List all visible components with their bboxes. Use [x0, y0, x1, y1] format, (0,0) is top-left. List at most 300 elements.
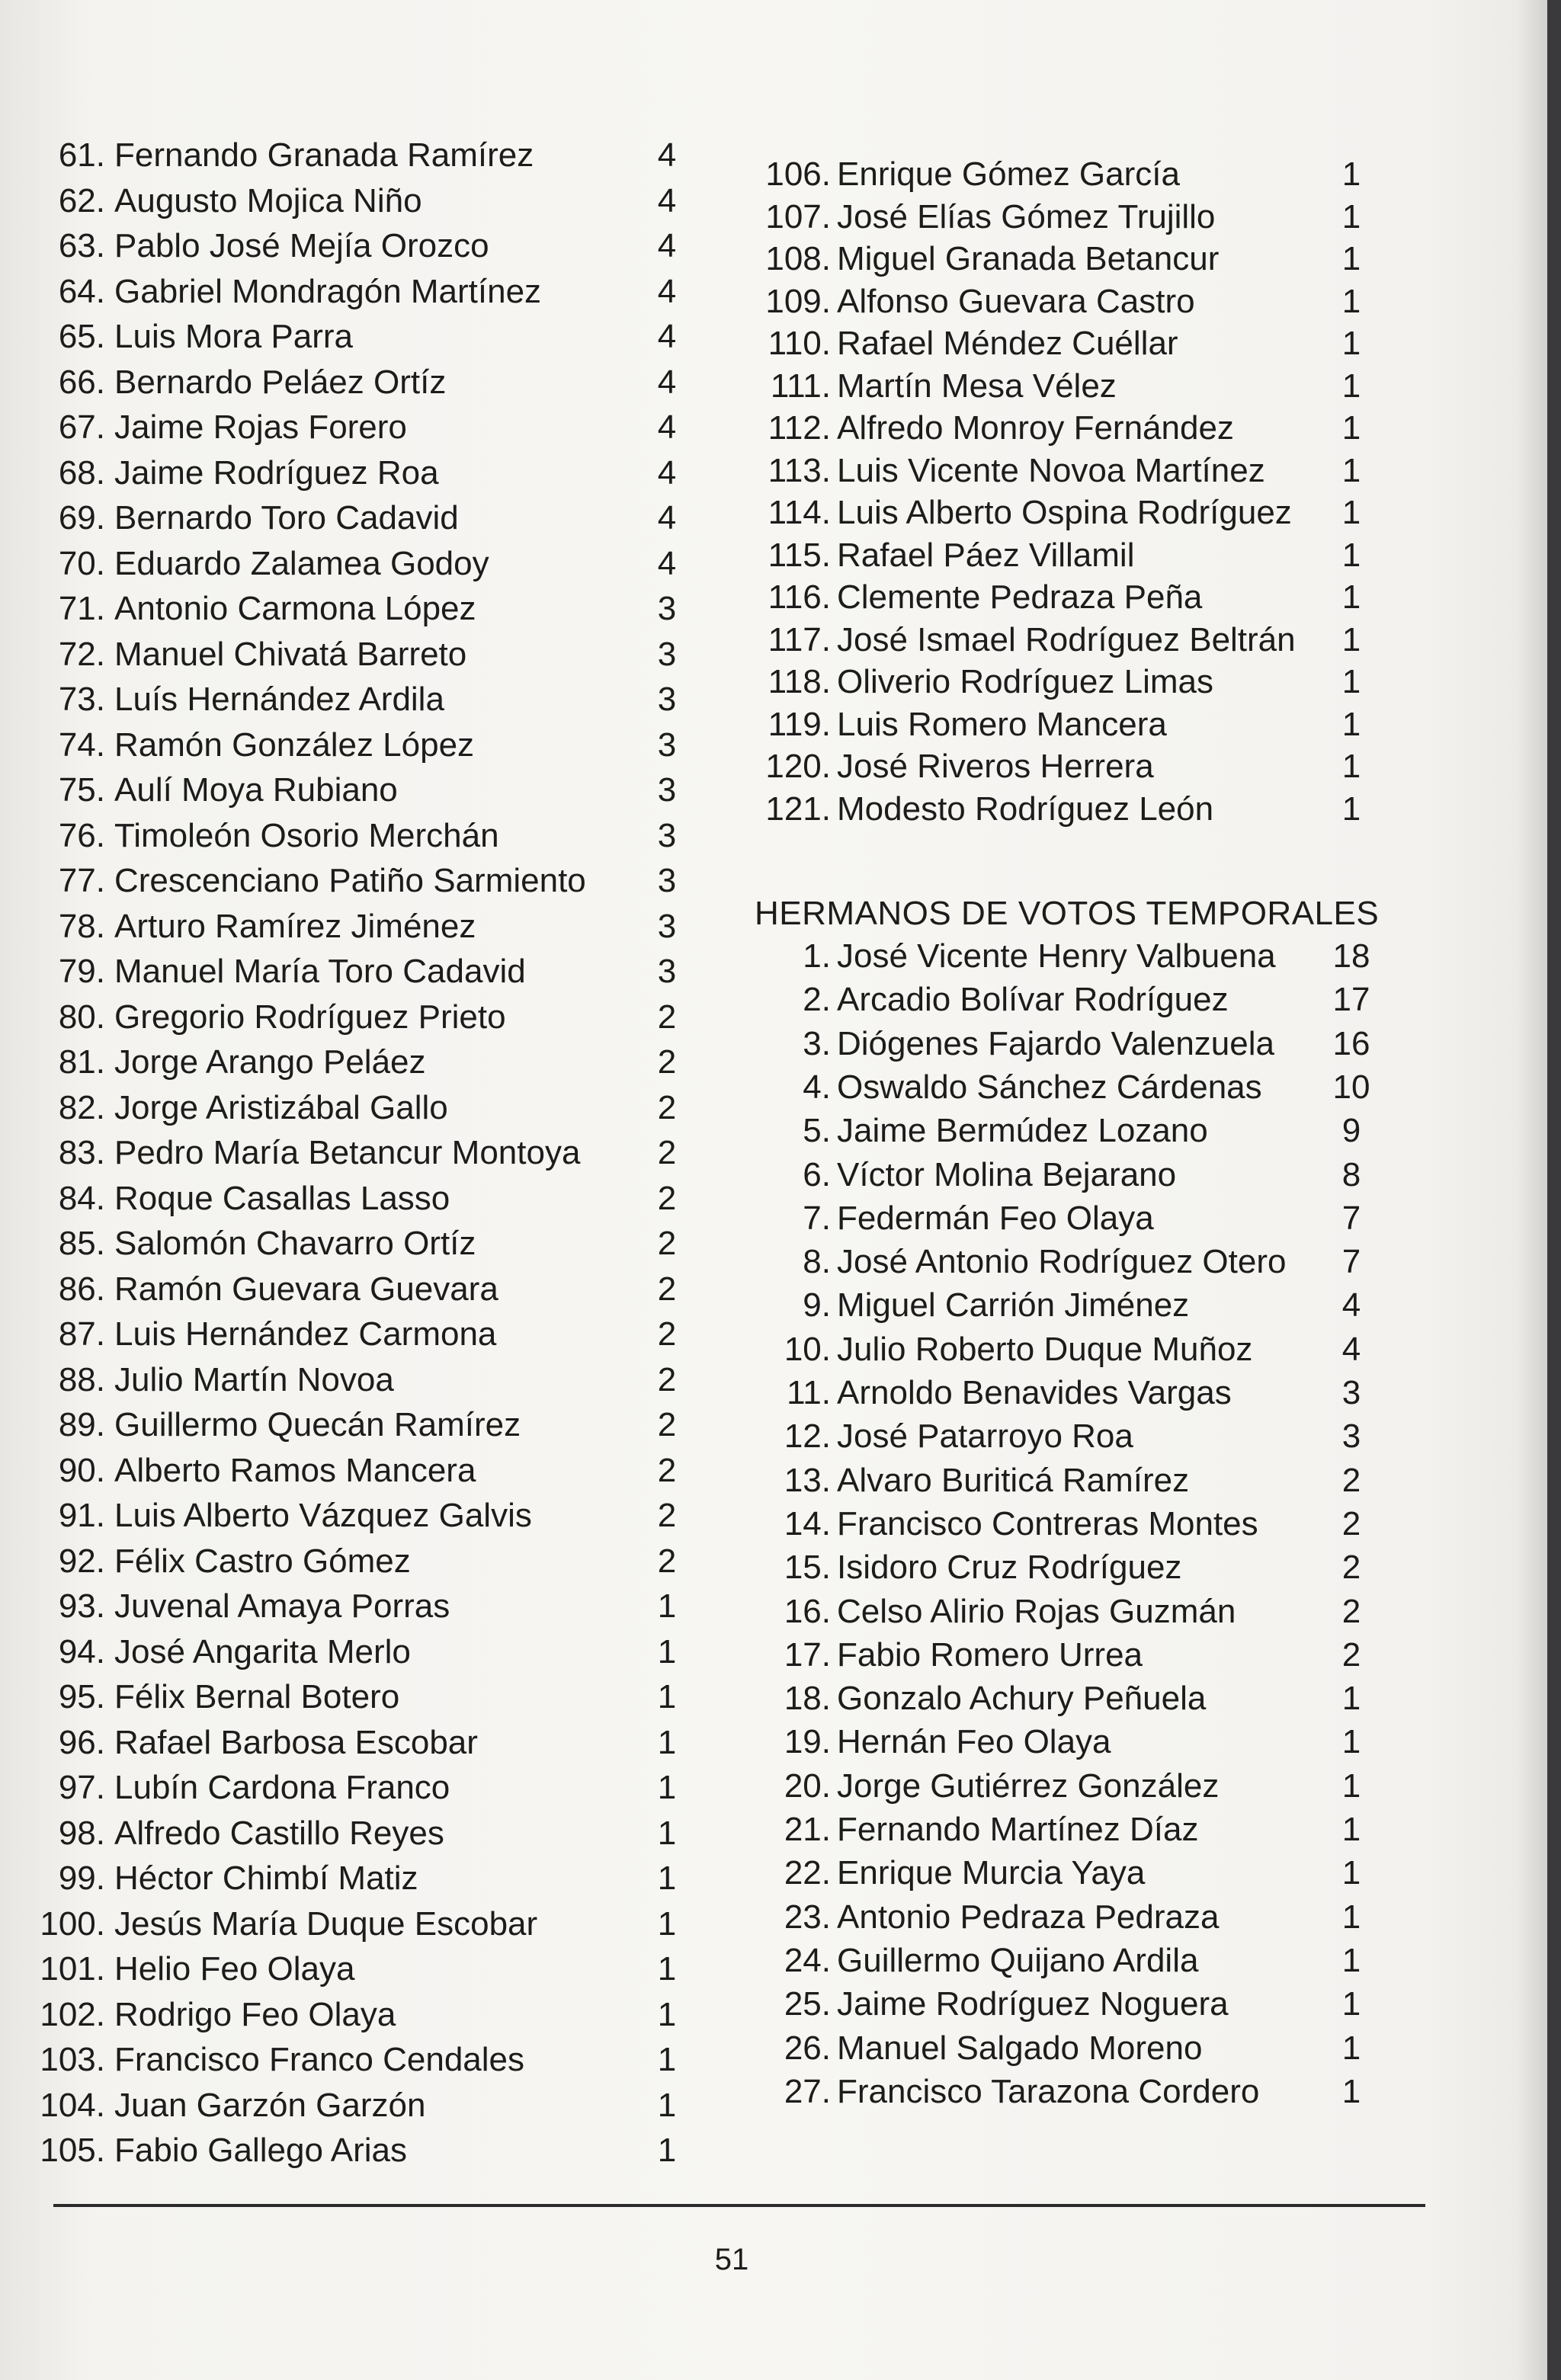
item-years: 8	[1341, 1155, 1361, 1193]
list-item	[0, 1766, 762, 1810]
item-number: 112.	[768, 409, 831, 447]
item-name: Enrique Murcia Yaya	[837, 1854, 1146, 1892]
item-number: 23.	[784, 1898, 831, 1936]
item-years: 1	[657, 1904, 677, 1943]
item-years: 2	[1341, 1592, 1361, 1630]
item-years: 1	[1341, 705, 1361, 743]
item-years: 1	[657, 1814, 677, 1852]
temporales-heading: HERMANOS DE VOTOS TEMPORALES	[755, 895, 1380, 932]
item-years: 9	[1341, 1112, 1361, 1150]
item-years: 4	[657, 544, 677, 582]
item-number: 81.	[58, 1043, 105, 1081]
item-name: Luis Hernández Carmona	[114, 1315, 497, 1353]
item-number: 105.	[40, 2132, 105, 2169]
item-name: Manuel Salgado Moreno	[837, 2029, 1203, 2067]
item-name: Roque Casallas Lasso	[114, 1179, 450, 1217]
list-item	[0, 133, 762, 178]
item-name: Pablo José Mejía Orozco	[114, 227, 489, 264]
item-years: 2	[657, 998, 677, 1036]
list-item	[755, 1764, 1441, 1808]
item-name: Francisco Franco Cendales	[114, 2041, 525, 2078]
item-name: Salomón Chavarro Ortíz	[114, 1225, 476, 1262]
list-item	[0, 496, 762, 540]
list-item	[755, 1633, 1441, 1677]
list-item	[755, 280, 1441, 324]
item-years: 1	[1341, 2029, 1361, 2067]
item-years: 2	[657, 1043, 677, 1081]
item-name: Alfonso Guevara Castro	[837, 282, 1195, 320]
item-name: Julio Roberto Duque Muñoz	[837, 1330, 1253, 1368]
item-number: 72.	[58, 635, 105, 673]
item-number: 78.	[58, 907, 105, 945]
list-item	[0, 905, 762, 949]
list-item	[755, 322, 1441, 366]
list-item	[0, 1902, 762, 1946]
item-number: 70.	[58, 544, 105, 582]
item-number: 87.	[58, 1315, 105, 1353]
item-years: 2	[657, 1088, 677, 1126]
item-number: 120.	[765, 748, 831, 785]
item-name: Jaime Bermúdez Lozano	[837, 1112, 1208, 1150]
item-number: 77.	[58, 862, 105, 899]
list-item	[755, 1283, 1441, 1328]
item-years: 1	[1341, 1723, 1361, 1761]
item-years: 2	[657, 1542, 677, 1580]
item-years: 2	[657, 1270, 677, 1308]
item-years: 1	[657, 1995, 677, 2033]
list-item	[0, 2129, 762, 2173]
item-years: 1	[657, 1950, 677, 1988]
item-number: 118.	[768, 663, 831, 700]
item-years: 2	[657, 1134, 677, 1171]
item-years: 1	[657, 1632, 677, 1670]
list-item	[0, 1584, 762, 1629]
item-number: 117.	[768, 620, 831, 658]
list-item	[755, 2026, 1441, 2071]
item-name: Oliverio Rodríguez Limas	[837, 663, 1213, 700]
item-years: 1	[1341, 663, 1361, 700]
list-item	[0, 1449, 762, 1493]
item-years: 3	[657, 771, 677, 809]
item-name: José Riveros Herrera	[837, 748, 1154, 785]
item-number: 4.	[803, 1068, 831, 1106]
list-item	[0, 1721, 762, 1765]
item-number: 66.	[58, 363, 105, 401]
item-name: Bernardo Peláez Ortíz	[114, 363, 447, 401]
list-item	[0, 677, 762, 722]
item-years: 3	[657, 590, 677, 627]
list-item	[755, 237, 1441, 281]
item-years: 2	[1341, 1635, 1361, 1674]
item-number: 63.	[58, 227, 105, 264]
item-number: 73.	[58, 681, 105, 718]
item-number: 75.	[58, 771, 105, 809]
list-item	[755, 1414, 1441, 1459]
item-name: Félix Bernal Botero	[114, 1678, 400, 1715]
item-years: 1	[1341, 1811, 1361, 1848]
item-years: 4	[1341, 1286, 1361, 1325]
list-item	[755, 1851, 1441, 1895]
list-item	[0, 633, 762, 677]
item-name: Alfredo Monroy Fernández	[837, 409, 1234, 447]
item-years: 4	[657, 227, 677, 264]
list-item	[0, 1856, 762, 1901]
list-item	[755, 1328, 1441, 1372]
item-number: 94.	[58, 1632, 105, 1670]
list-item	[755, 1065, 1441, 1110]
item-years: 1	[657, 1859, 677, 1897]
page-number: 51	[714, 2243, 749, 2276]
item-years: 1	[657, 1723, 677, 1761]
list-item	[0, 1358, 762, 1402]
item-name: José Antonio Rodríguez Otero	[837, 1243, 1287, 1281]
item-name: Francisco Contreras Montes	[837, 1504, 1258, 1542]
item-years: 3	[657, 907, 677, 945]
item-years: 3	[1341, 1374, 1361, 1411]
item-name: Juvenal Amaya Porras	[114, 1587, 450, 1625]
item-name: José Patarroyo Roa	[837, 1417, 1133, 1456]
list-item	[0, 179, 762, 223]
item-number: 74.	[58, 726, 105, 764]
item-name: Rafael Páez Villamil	[837, 536, 1135, 574]
item-years: 17	[1332, 981, 1370, 1019]
item-name: Pedro María Betancur Montoya	[114, 1134, 581, 1171]
list-item	[0, 270, 762, 314]
item-number: 24.	[784, 1941, 831, 1979]
item-name: Gregorio Rodríguez Prieto	[114, 998, 506, 1036]
item-name: Francisco Tarazona Cordero	[837, 2072, 1260, 2110]
item-number: 109.	[765, 282, 831, 320]
list-item	[755, 618, 1441, 662]
item-years: 18	[1332, 937, 1370, 975]
list-item	[0, 1539, 762, 1584]
item-number: 93.	[58, 1587, 105, 1625]
list-item	[0, 542, 762, 586]
list-item	[755, 364, 1441, 408]
item-number: 111.	[770, 367, 831, 405]
item-name: Luis Alberto Ospina Rodríguez	[837, 494, 1292, 531]
item-number: 121.	[765, 790, 831, 828]
item-number: 110.	[768, 325, 831, 362]
item-number: 1.	[803, 937, 831, 975]
item-years: 3	[1341, 1417, 1361, 1456]
item-number: 103.	[40, 2041, 105, 2078]
item-years: 2	[657, 1451, 677, 1489]
item-number: 26.	[784, 2029, 831, 2067]
item-name: Isidoro Cruz Rodríguez	[837, 1549, 1182, 1587]
item-number: 69.	[58, 499, 105, 537]
item-years: 1	[1341, 536, 1361, 574]
item-number: 102.	[40, 1995, 105, 2033]
item-years: 1	[657, 1678, 677, 1715]
item-years: 10	[1332, 1068, 1370, 1106]
list-item	[755, 978, 1441, 1022]
list-item	[0, 1811, 762, 1856]
list-item	[0, 995, 762, 1039]
list-item	[755, 1677, 1441, 1721]
item-years: 1	[1341, 494, 1361, 531]
item-name: Ramón Guevara Guevara	[114, 1270, 498, 1308]
item-years: 1	[1341, 197, 1361, 235]
list-item	[0, 1177, 762, 1221]
list-item	[755, 660, 1441, 704]
list-item	[755, 1371, 1441, 1415]
item-name: Jaime Rodríguez Noguera	[837, 1985, 1229, 2023]
item-name: Luis Alberto Vázquez Galvis	[114, 1497, 532, 1534]
item-years: 2	[657, 1315, 677, 1353]
item-name: Manuel Chivatá Barreto	[114, 635, 467, 673]
item-number: 64.	[58, 272, 105, 310]
item-name: Federmán Feo Olaya	[837, 1199, 1154, 1237]
item-name: Antonio Carmona López	[114, 590, 476, 627]
item-years: 1	[1341, 282, 1361, 320]
item-number: 79.	[58, 953, 105, 990]
item-number: 8.	[803, 1243, 831, 1281]
item-number: 10.	[784, 1330, 831, 1368]
item-years: 2	[657, 1360, 677, 1398]
item-number: 86.	[58, 1270, 105, 1308]
item-years: 2	[657, 1179, 677, 1217]
list-item	[0, 768, 762, 812]
list-item	[0, 1947, 762, 1991]
item-number: 17.	[784, 1635, 831, 1674]
list-item	[0, 1267, 762, 1312]
item-name: Jaime Rojas Forero	[114, 408, 407, 446]
item-name: Eduardo Zalamea Godoy	[114, 544, 489, 582]
item-name: Fabio Romero Urrea	[837, 1635, 1143, 1674]
item-years: 1	[1341, 240, 1361, 277]
list-item	[755, 1939, 1441, 1983]
list-item	[0, 315, 762, 359]
item-number: 71.	[58, 590, 105, 627]
list-item	[755, 1196, 1441, 1241]
item-years: 16	[1332, 1024, 1370, 1062]
list-item	[755, 2070, 1441, 2114]
item-name: Augusto Mojica Niño	[114, 181, 422, 219]
item-name: Guillermo Quecán Ramírez	[114, 1406, 521, 1443]
item-years: 1	[657, 2132, 677, 2169]
item-name: Alberto Ramos Mancera	[114, 1451, 476, 1489]
item-name: Luis Romero Mancera	[837, 705, 1167, 743]
item-name: Enrique Gómez García	[837, 155, 1180, 193]
item-number: 96.	[58, 1723, 105, 1761]
list-item	[0, 2084, 762, 2128]
item-number: 68.	[58, 453, 105, 492]
item-years: 1	[657, 2041, 677, 2078]
list-item	[755, 745, 1441, 789]
item-number: 6.	[803, 1155, 831, 1193]
item-number: 65.	[58, 318, 105, 355]
item-number: 95.	[58, 1678, 105, 1715]
list-item	[755, 1546, 1441, 1590]
list-item	[755, 1895, 1441, 1940]
item-number: 14.	[784, 1504, 831, 1542]
item-name: Jaime Rodríguez Roa	[114, 453, 439, 492]
list-item	[0, 1086, 762, 1130]
item-name: Hernán Feo Olaya	[837, 1723, 1111, 1761]
list-item	[0, 859, 762, 903]
item-number: 108.	[765, 240, 831, 277]
list-item	[755, 787, 1441, 831]
item-years: 1	[1341, 409, 1361, 447]
item-name: Gonzalo Achury Peñuela	[837, 1680, 1207, 1718]
item-years: 1	[657, 1587, 677, 1625]
item-number: 76.	[58, 816, 105, 854]
item-number: 20.	[784, 1767, 831, 1805]
item-number: 97.	[58, 1769, 105, 1806]
item-name: Timoleón Osorio Merchán	[114, 816, 499, 854]
item-years: 1	[1341, 1767, 1361, 1805]
list-item	[0, 950, 762, 994]
item-number: 83.	[58, 1134, 105, 1171]
item-number: 115.	[768, 536, 831, 574]
list-item	[0, 2038, 762, 2082]
list-item	[0, 1131, 762, 1175]
list-item	[755, 1720, 1441, 1764]
item-years: 3	[657, 816, 677, 854]
list-item	[755, 1590, 1441, 1634]
list-item	[755, 152, 1441, 197]
item-number: 80.	[58, 998, 105, 1036]
list-item	[755, 195, 1441, 239]
item-name: Jorge Arango Peláez	[114, 1043, 426, 1081]
list-item	[755, 449, 1441, 493]
list-item	[755, 1240, 1441, 1284]
item-number: 99.	[58, 1859, 105, 1897]
list-item	[0, 1675, 762, 1719]
list-item	[755, 1109, 1441, 1153]
list-item	[0, 1040, 762, 1084]
item-number: 25.	[784, 1985, 831, 2023]
item-years: 4	[657, 363, 677, 401]
item-years: 2	[1341, 1504, 1361, 1542]
footer-rule	[53, 2204, 1425, 2207]
list-item	[755, 703, 1441, 747]
item-number: 3.	[803, 1024, 831, 1062]
item-years: 2	[657, 1225, 677, 1262]
item-number: 116.	[768, 578, 831, 616]
item-years: 4	[657, 181, 677, 219]
list-item	[755, 1502, 1441, 1546]
item-name: Clemente Pedraza Peña	[837, 578, 1203, 616]
item-years: 1	[1341, 748, 1361, 785]
item-name: Miguel Granada Betancur	[837, 240, 1220, 277]
item-name: Arcadio Bolívar Rodríguez	[837, 981, 1229, 1019]
item-years: 1	[1341, 578, 1361, 616]
item-years: 1	[1341, 451, 1361, 489]
item-years: 1	[1341, 325, 1361, 362]
list-item	[0, 451, 762, 495]
item-number: 15.	[784, 1549, 831, 1587]
item-name: José Ismael Rodríguez Beltrán	[837, 620, 1296, 658]
item-years: 7	[1341, 1243, 1361, 1281]
item-years: 2	[657, 1406, 677, 1443]
list-item	[755, 1808, 1441, 1852]
list-item	[755, 1459, 1441, 1503]
item-number: 2.	[803, 981, 831, 1019]
item-number: 104.	[40, 2086, 105, 2124]
item-name: Fabio Gallego Arias	[114, 2132, 407, 2169]
item-number: 21.	[784, 1811, 831, 1848]
item-number: 90.	[58, 1451, 105, 1489]
item-years: 3	[657, 862, 677, 899]
item-number: 12.	[784, 1417, 831, 1456]
item-name: Oswaldo Sánchez Cárdenas	[837, 1068, 1262, 1106]
item-years: 1	[1341, 620, 1361, 658]
item-number: 61.	[58, 136, 105, 174]
list-item	[0, 405, 762, 450]
item-years: 1	[1341, 367, 1361, 405]
item-number: 22.	[784, 1854, 831, 1892]
list-item	[755, 406, 1441, 450]
item-name: Héctor Chimbí Matiz	[114, 1859, 418, 1897]
item-number: 9.	[803, 1286, 831, 1325]
item-name: Fernando Martínez Díaz	[837, 1811, 1199, 1848]
item-name: Aulí Moya Rubiano	[114, 771, 398, 809]
item-name: Arnoldo Benavides Vargas	[837, 1374, 1232, 1411]
list-item	[755, 934, 1441, 979]
item-number: 7.	[803, 1199, 831, 1237]
item-years: 1	[1341, 1854, 1361, 1892]
item-years: 1	[657, 2086, 677, 2124]
item-name: Julio Martín Novoa	[114, 1360, 394, 1398]
item-name: Jesús María Duque Escobar	[114, 1904, 538, 1943]
item-name: Lubín Cardona Franco	[114, 1769, 450, 1806]
item-name: Guillermo Quijano Ardila	[837, 1941, 1199, 1979]
item-number: 18.	[784, 1680, 831, 1718]
item-years: 4	[657, 408, 677, 446]
item-number: 67.	[58, 408, 105, 446]
list-item	[0, 1312, 762, 1357]
item-years: 4	[657, 272, 677, 310]
list-item	[0, 1222, 762, 1266]
item-name: Rafael Méndez Cuéllar	[837, 325, 1178, 362]
list-item	[0, 1494, 762, 1538]
item-years: 1	[1341, 790, 1361, 828]
item-years: 4	[657, 453, 677, 492]
item-number: 113.	[768, 451, 831, 489]
item-number: 84.	[58, 1179, 105, 1217]
item-name: Rafael Barbosa Escobar	[114, 1723, 478, 1761]
item-number: 98.	[58, 1814, 105, 1852]
item-years: 4	[657, 136, 677, 174]
item-name: Alvaro Buriticá Ramírez	[837, 1461, 1190, 1499]
item-years: 2	[1341, 1461, 1361, 1499]
item-name: Antonio Pedraza Pedraza	[837, 1898, 1220, 1936]
item-years: 4	[657, 499, 677, 537]
item-years: 3	[657, 681, 677, 718]
item-number: 100.	[40, 1904, 105, 1943]
item-years: 2	[657, 1497, 677, 1534]
item-years: 2	[1341, 1549, 1361, 1587]
item-name: Víctor Molina Bejarano	[837, 1155, 1177, 1193]
item-name: Modesto Rodríguez León	[837, 790, 1214, 828]
item-years: 1	[1341, 1680, 1361, 1718]
item-number: 106.	[765, 155, 831, 193]
item-years: 3	[657, 635, 677, 673]
item-name: Luis Mora Parra	[114, 318, 354, 355]
list-item	[0, 814, 762, 858]
item-name: Félix Castro Gómez	[114, 1542, 411, 1580]
item-years: 1	[657, 1769, 677, 1806]
item-name: Helio Feo Olaya	[114, 1950, 355, 1988]
item-number: 19.	[784, 1723, 831, 1761]
item-name: Crescenciano Patiño Sarmiento	[114, 862, 586, 899]
item-number: 16.	[784, 1592, 831, 1630]
list-item	[0, 723, 762, 767]
item-years: 3	[657, 953, 677, 990]
item-number: 91.	[58, 1497, 105, 1534]
